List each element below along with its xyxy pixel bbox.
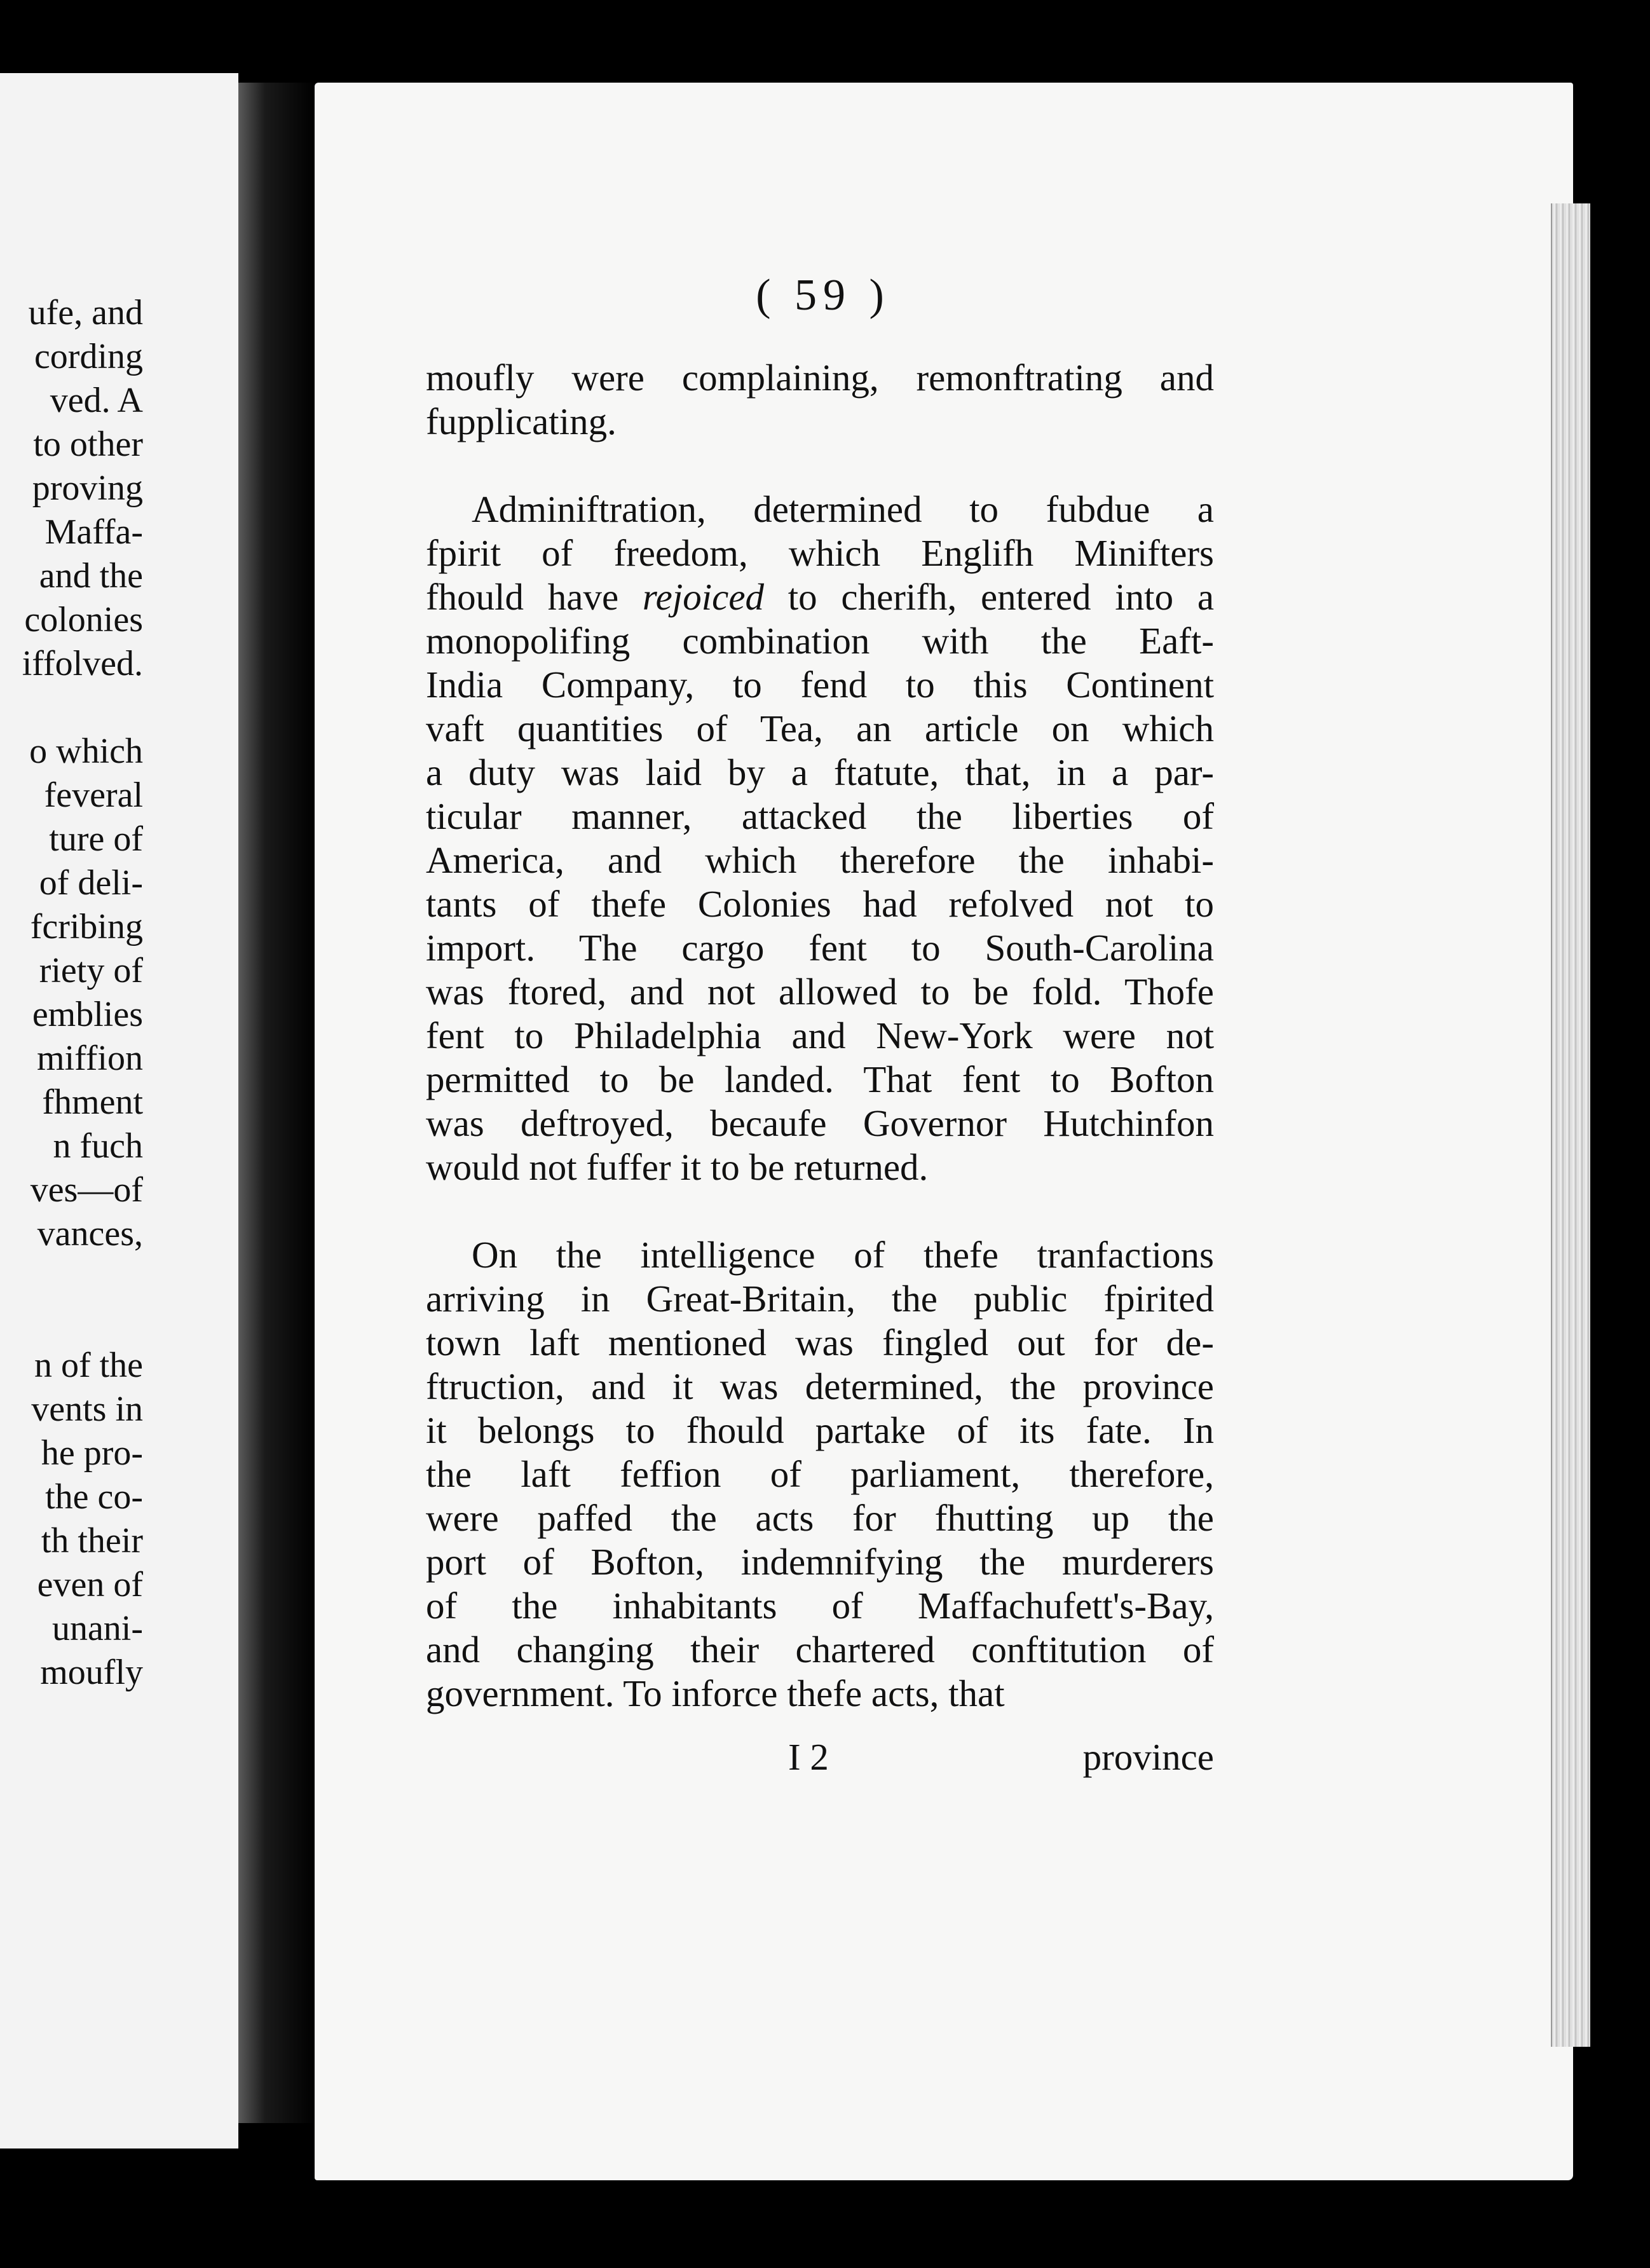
- text-line: arriving in Great-Britain, the public fpirited: [426, 1278, 1214, 1320]
- text-line: fupplicating.: [426, 400, 617, 442]
- text-line: import. The cargo fent to South-Carolina: [426, 927, 1214, 969]
- previous-page-line: moufly: [40, 1653, 143, 1692]
- text-line: vaft quantities of Tea, an article on which: [426, 707, 1214, 749]
- text-line: government. To inforce thefe acts, that: [426, 1672, 1005, 1714]
- paragraph: [426, 488, 1214, 1189]
- text-line: ticular manner, attacked the liberties of: [426, 795, 1214, 837]
- previous-page-line: ved. A: [50, 381, 143, 420]
- previous-page-line: ture of: [49, 819, 143, 859]
- text-line: India Company, to fend to this Continent: [426, 664, 1214, 706]
- previous-page-fragment: [0, 73, 238, 2148]
- previous-page-line: proving: [32, 468, 143, 508]
- text-line: were paffed the acts for fhutting up the: [426, 1497, 1214, 1539]
- text-line: was deftroyed, becaufe Governor Hutchinfon: [426, 1102, 1214, 1144]
- previous-page-line: ufe, and: [28, 293, 143, 332]
- previous-page-line: riety of: [39, 951, 143, 990]
- previous-page-line: ves—of: [30, 1170, 143, 1210]
- previous-page-line: vances,: [37, 1214, 143, 1254]
- text-line: was ftored, and not allowed to be fold. Thofe: [426, 971, 1214, 1013]
- paragraph: [426, 356, 1214, 444]
- text-line: town laft mentioned was fingled out for de-: [426, 1322, 1214, 1363]
- page-number: ( 59 ): [756, 271, 890, 320]
- previous-page-line: Maffa-: [44, 512, 143, 552]
- text-line: moufly were complaining, remonftrating and: [426, 357, 1214, 399]
- text-line: and changing their chartered conftitution of: [426, 1629, 1214, 1670]
- text-line: port of Bofton, indemnifying the murderers: [426, 1541, 1214, 1583]
- text-line: permitted to be landed. That fent to Bofton: [426, 1058, 1214, 1100]
- text-line: fpirit of freedom, which Englifh Minifters: [426, 532, 1214, 574]
- previous-page-line: and the: [39, 556, 143, 596]
- text-line: of the inhabitants of Maffachufett's-Bay,: [426, 1585, 1214, 1627]
- previous-page-line: unani-: [51, 1609, 143, 1648]
- catch-line: [426, 1735, 1214, 1779]
- catchword: province: [1082, 1736, 1214, 1778]
- text-line: it belongs to fhould partake of its fate. In: [426, 1409, 1214, 1451]
- text-line: ftruction, and it was determined, the province: [426, 1365, 1214, 1407]
- previous-page-line: vents in: [31, 1390, 143, 1429]
- previous-page-line: iffolved.: [22, 644, 143, 683]
- text-line: On the intelligence of thefe tranfactions: [472, 1234, 1214, 1276]
- text-line: fent to Philadelphia and New-York were not: [426, 1014, 1214, 1056]
- text-line: a duty was laid by a ftatute, that, in a par-: [426, 751, 1214, 793]
- signature-mark: I 2: [788, 1736, 829, 1778]
- text-line: would not fuffer it to be returned.: [426, 1146, 929, 1188]
- page-edge: [1551, 203, 1590, 2047]
- paragraph: [426, 1233, 1214, 1716]
- previous-page-line: colonies: [24, 600, 143, 639]
- text-line: America, and which therefore the inhabi-: [426, 839, 1214, 881]
- previous-page-line: n fuch: [53, 1126, 143, 1166]
- previous-page-line: to other: [33, 425, 143, 464]
- text-line: the laft feffion of parliament, therefore,: [426, 1453, 1214, 1495]
- previous-page-line: th their: [41, 1521, 143, 1561]
- previous-page-line: even of: [37, 1565, 143, 1604]
- previous-page-line: feveral: [44, 775, 143, 815]
- emphasis: rejoiced: [642, 576, 765, 618]
- text-line: fhould have rejoiced to cherifh, entered into a: [426, 576, 1215, 618]
- previous-page-line: o which: [29, 732, 143, 771]
- body-text: [426, 356, 1214, 1759]
- text-line: Adminiftration, determined to fubdue a: [472, 488, 1214, 530]
- previous-page-line: emblies: [32, 995, 143, 1034]
- previous-page-line: n of the: [34, 1346, 143, 1385]
- previous-page-line: fhment: [42, 1083, 143, 1122]
- previous-page-line: of deli-: [39, 863, 143, 903]
- previous-page-line: fcribing: [30, 907, 143, 946]
- text-line: monopolifing combination with the Eaft-: [426, 620, 1214, 662]
- previous-page-line: the co-: [45, 1477, 143, 1517]
- previous-page-line: miffion: [37, 1039, 143, 1078]
- text-line: tants of thefe Colonies had refolved not to: [426, 883, 1214, 925]
- previous-page-line: cording: [34, 337, 143, 376]
- previous-page-line: he pro-: [41, 1433, 143, 1473]
- book-gutter: [238, 83, 315, 2123]
